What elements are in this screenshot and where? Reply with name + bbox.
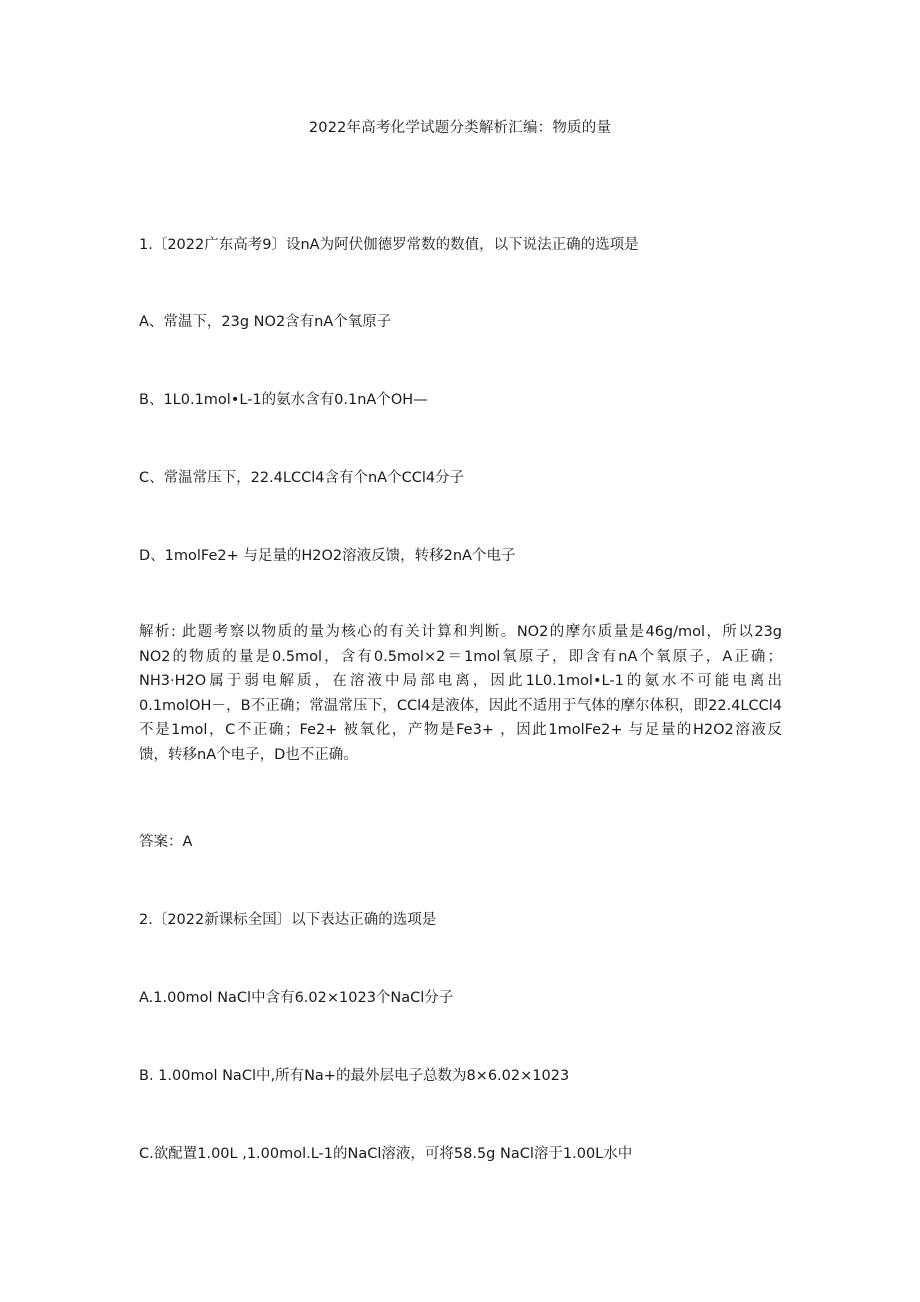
analysis-line: 解析: 此题考察以物质的量为核心的有关计算和判断。NO2的摩尔质量是46g/mol，所以23g bbox=[139, 624, 782, 640]
question-1-option-a: A、常温下，23g NO2含有nA个氧原子 bbox=[139, 314, 392, 330]
question-1-option-b: B、1L0.1mol•L-1的氨水含有0.1nA个OH— bbox=[139, 392, 428, 408]
question-2-option-b: B. 1.00mol NaCl中,所有Na+的最外层电子总数为8×6.02×1023 bbox=[139, 1068, 570, 1084]
question-1-option-d: D、1molFe2+ 与足量的H2O2溶液反馈，转移2nA个电子 bbox=[139, 548, 516, 564]
question-1-option-c: C、常温常压下，22.4LCCl4含有个nA个CCl4分子 bbox=[139, 470, 465, 486]
analysis-line: NH3·H2O属于弱电解质，在溶液中局部电离，因此1L0.1mol•L-1的氨水不可能电离出 bbox=[139, 673, 782, 690]
question-2-stem: 2.〔2022新课标全国〕以下表达正确的选项是 bbox=[139, 912, 437, 928]
analysis-line: 馈，转移nA个电子，D也不正确。 bbox=[139, 746, 358, 763]
question-1-analysis bbox=[139, 620, 782, 768]
question-2-option-c: C.欲配置1.00L ,1.00mol.L-1的NaCl溶液，可将58.5g NaCl溶于1.00L水中 bbox=[139, 1146, 633, 1162]
analysis-line: 0.1molOH－，B不正确；常温常压下，CCl4是液体，因此不适用于气体的摩尔体积，即22.4LCCl4 bbox=[139, 697, 782, 714]
question-1-stem: 1.〔2022广东高考9〕设nA为阿伏伽德罗常数的数值，以下说法正确的选项是 bbox=[139, 237, 639, 253]
document-title: 2022年高考化学试题分类解析汇编：物质的量 bbox=[308, 120, 612, 136]
question-1-answer: 答案：A bbox=[139, 834, 193, 850]
analysis-line: 不是1mol，C不正确；Fe2+ 被氧化，产物是Fe3+ ，因此1molFe2+ 与足量的H2O2溶液反 bbox=[139, 722, 782, 739]
analysis-line: NO2的物质的量是0.5mol，含有0.5mol×2＝1mol氧原子，即含有nA个氧原子，A正确； bbox=[139, 648, 782, 665]
question-2-option-a: A.1.00mol NaCl中含有6.02×1023个NaCl分子 bbox=[139, 990, 454, 1006]
